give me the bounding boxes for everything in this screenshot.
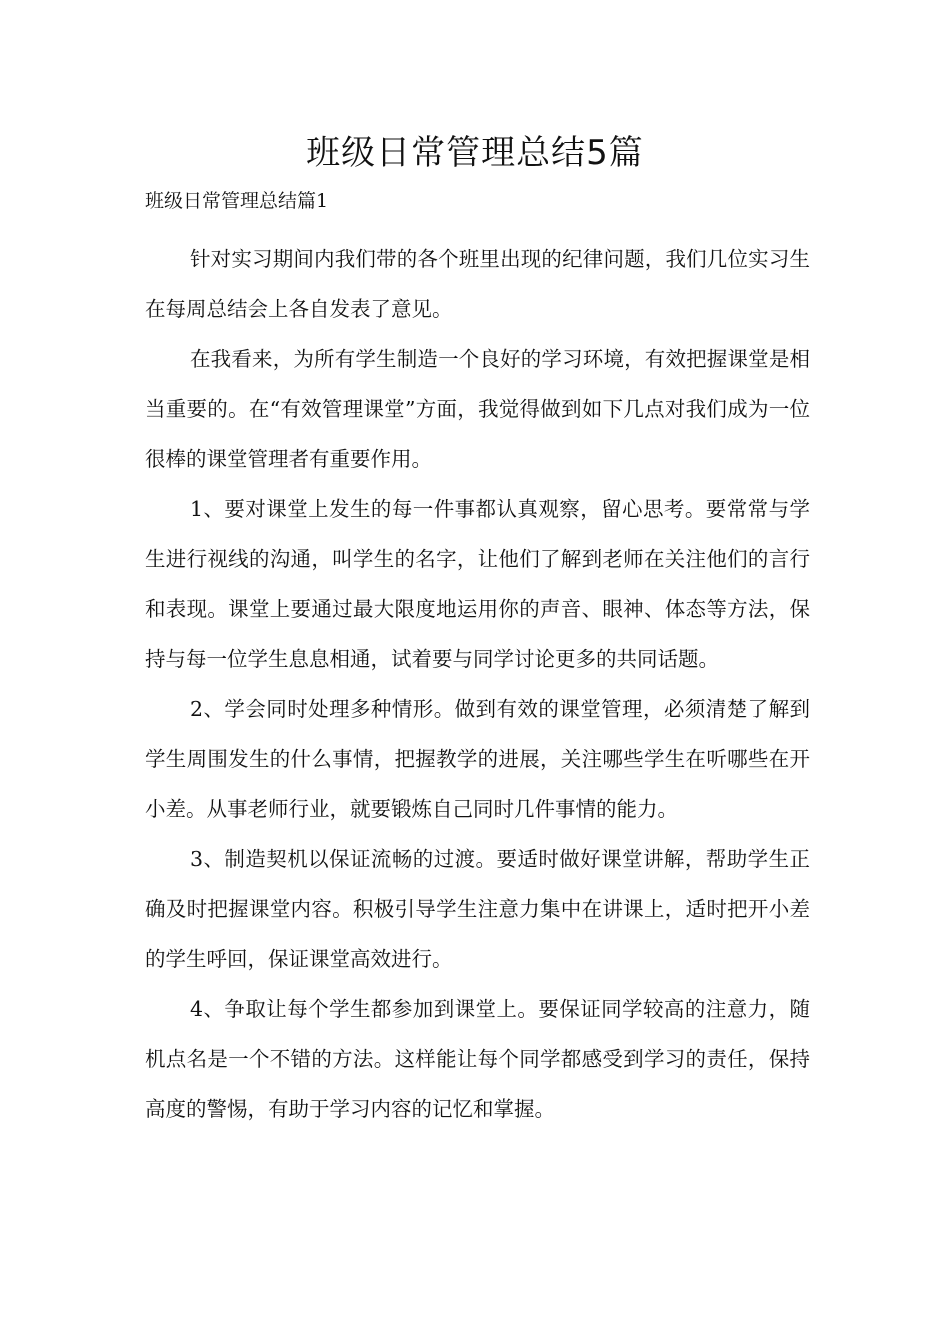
paragraph-point-4: 4、争取让每个学生都参加到课堂上。要保证同学较高的注意力，随机点名是一个不错的方法。这样能让每个同学都感受到学习的责任，保持高度的警惕，有助于学习内容的记忆和掌握。 — [145, 997, 810, 1121]
paragraph-point-2: 2、学会同时处理多种情形。做到有效的课堂管理，必须清楚了解到学生周围发生的什么事情，把握教学的进展，关注哪些学生在听哪些在开小差。从事老师行业，就要锻炼自己同时几件事情的能力。 — [145, 697, 810, 821]
paragraph-point-1: 1、要对课堂上发生的每一件事都认真观察，留心思考。要常常与学生进行视线的沟通，叫学生的名字，让他们了解到老师在关注他们的言行和表现。课堂上要通过最大限度地运用你的声音、眼神、体态等方法，保持与每一位学生息息相通，试着要与同学讨论更多的共同话题。 — [145, 497, 810, 671]
paragraph-opinion: 在我看来，为所有学生制造一个良好的学习环境，有效把握课堂是相当重要的。在“有效管理课堂”方面，我觉得做到如下几点对我们成为一位很棒的课堂管理者有重要作用。 — [145, 347, 810, 471]
document-body — [145, 234, 810, 1134]
paragraph-intro: 针对实习期间内我们带的各个班里出现的纪律问题，我们几位实习生在每周总结会上各自发表了意见。 — [145, 247, 810, 321]
section-heading: 班级日常管理总结篇1 — [145, 190, 329, 212]
paragraph-point-3: 3、制造契机以保证流畅的过渡。要适时做好课堂讲解，帮助学生正确及时把握课堂内容。积极引导学生注意力集中在讲课上，适时把开小差的学生呼回，保证课堂高效进行。 — [145, 847, 810, 971]
document-title: 班级日常管理总结5篇 — [306, 133, 644, 173]
